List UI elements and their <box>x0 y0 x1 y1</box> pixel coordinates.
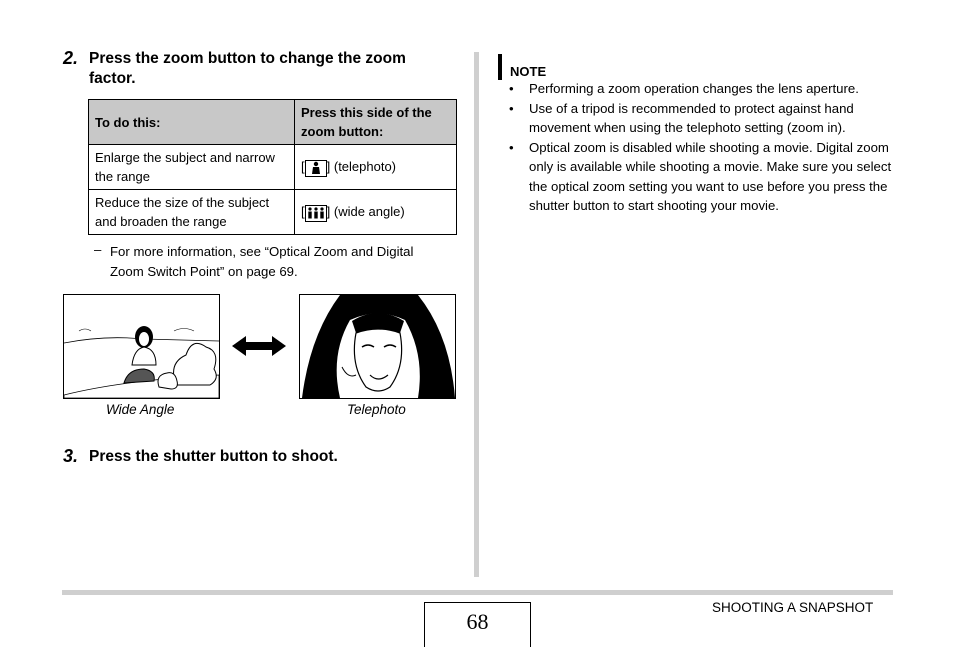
table-header-row <box>89 100 457 145</box>
telephoto-caption: Telephoto <box>347 402 406 417</box>
note-list <box>509 79 894 216</box>
note-marker <box>498 54 502 80</box>
table-cell-side: [ ] (telephoto) <box>295 145 457 190</box>
step-2-title: Press the zoom button to change the zoom factor. <box>89 50 406 87</box>
telephoto-icon <box>305 160 327 177</box>
wide-angle-caption: Wide Angle <box>106 402 175 417</box>
zoom-table <box>88 99 457 235</box>
table-header-action: To do this: <box>89 100 295 145</box>
table-cell-action: Enlarge the subject and narrow the range <box>89 145 295 190</box>
more-info-text: For more information, see “Optical Zoom and Digital Zoom Switch Point” on page 69. <box>110 244 414 279</box>
section-title: SHOOTING A SNAPSHOT <box>712 600 874 615</box>
wide-angle-illustration <box>63 294 220 399</box>
note-item: • Optical zoom is disabled while shooting a movie. Digital zoom only is available while shooting a movie. Make sure you select the optical zoom setting you want to use before you press the shutter button to start shooting your movie. <box>509 139 892 213</box>
note-item: • Use of a tripod is recommended to protect against hand movement when using the telephoto setting (zoom in). <box>509 100 854 135</box>
table-cell-side: [ ] (wide angle) <box>295 190 457 235</box>
telephoto-illustration <box>299 294 456 399</box>
wide-angle-icon <box>305 205 327 222</box>
table-row <box>89 190 457 235</box>
note-item: • Performing a zoom operation changes the lens aperture. <box>509 81 859 96</box>
wide-angle-label: (wide angle) <box>333 204 405 219</box>
step-2-number: 2. <box>63 48 79 68</box>
step-3-title: Press the shutter button to shoot. <box>89 448 338 465</box>
table-cell-action: Reduce the size of the subject and broaden the range <box>89 190 295 235</box>
table-row <box>89 145 457 190</box>
table-header-side: Press this side of the zoom button: <box>295 100 457 145</box>
column-divider <box>474 52 479 577</box>
footer-divider <box>62 590 893 595</box>
step-3-number: 3. <box>63 446 79 466</box>
page-number: 68 <box>424 602 531 647</box>
double-arrow-icon <box>232 334 286 363</box>
more-info-dash: – <box>94 242 102 257</box>
telephoto-label: (telephoto) <box>333 159 397 174</box>
note-heading: NOTE <box>510 64 547 79</box>
